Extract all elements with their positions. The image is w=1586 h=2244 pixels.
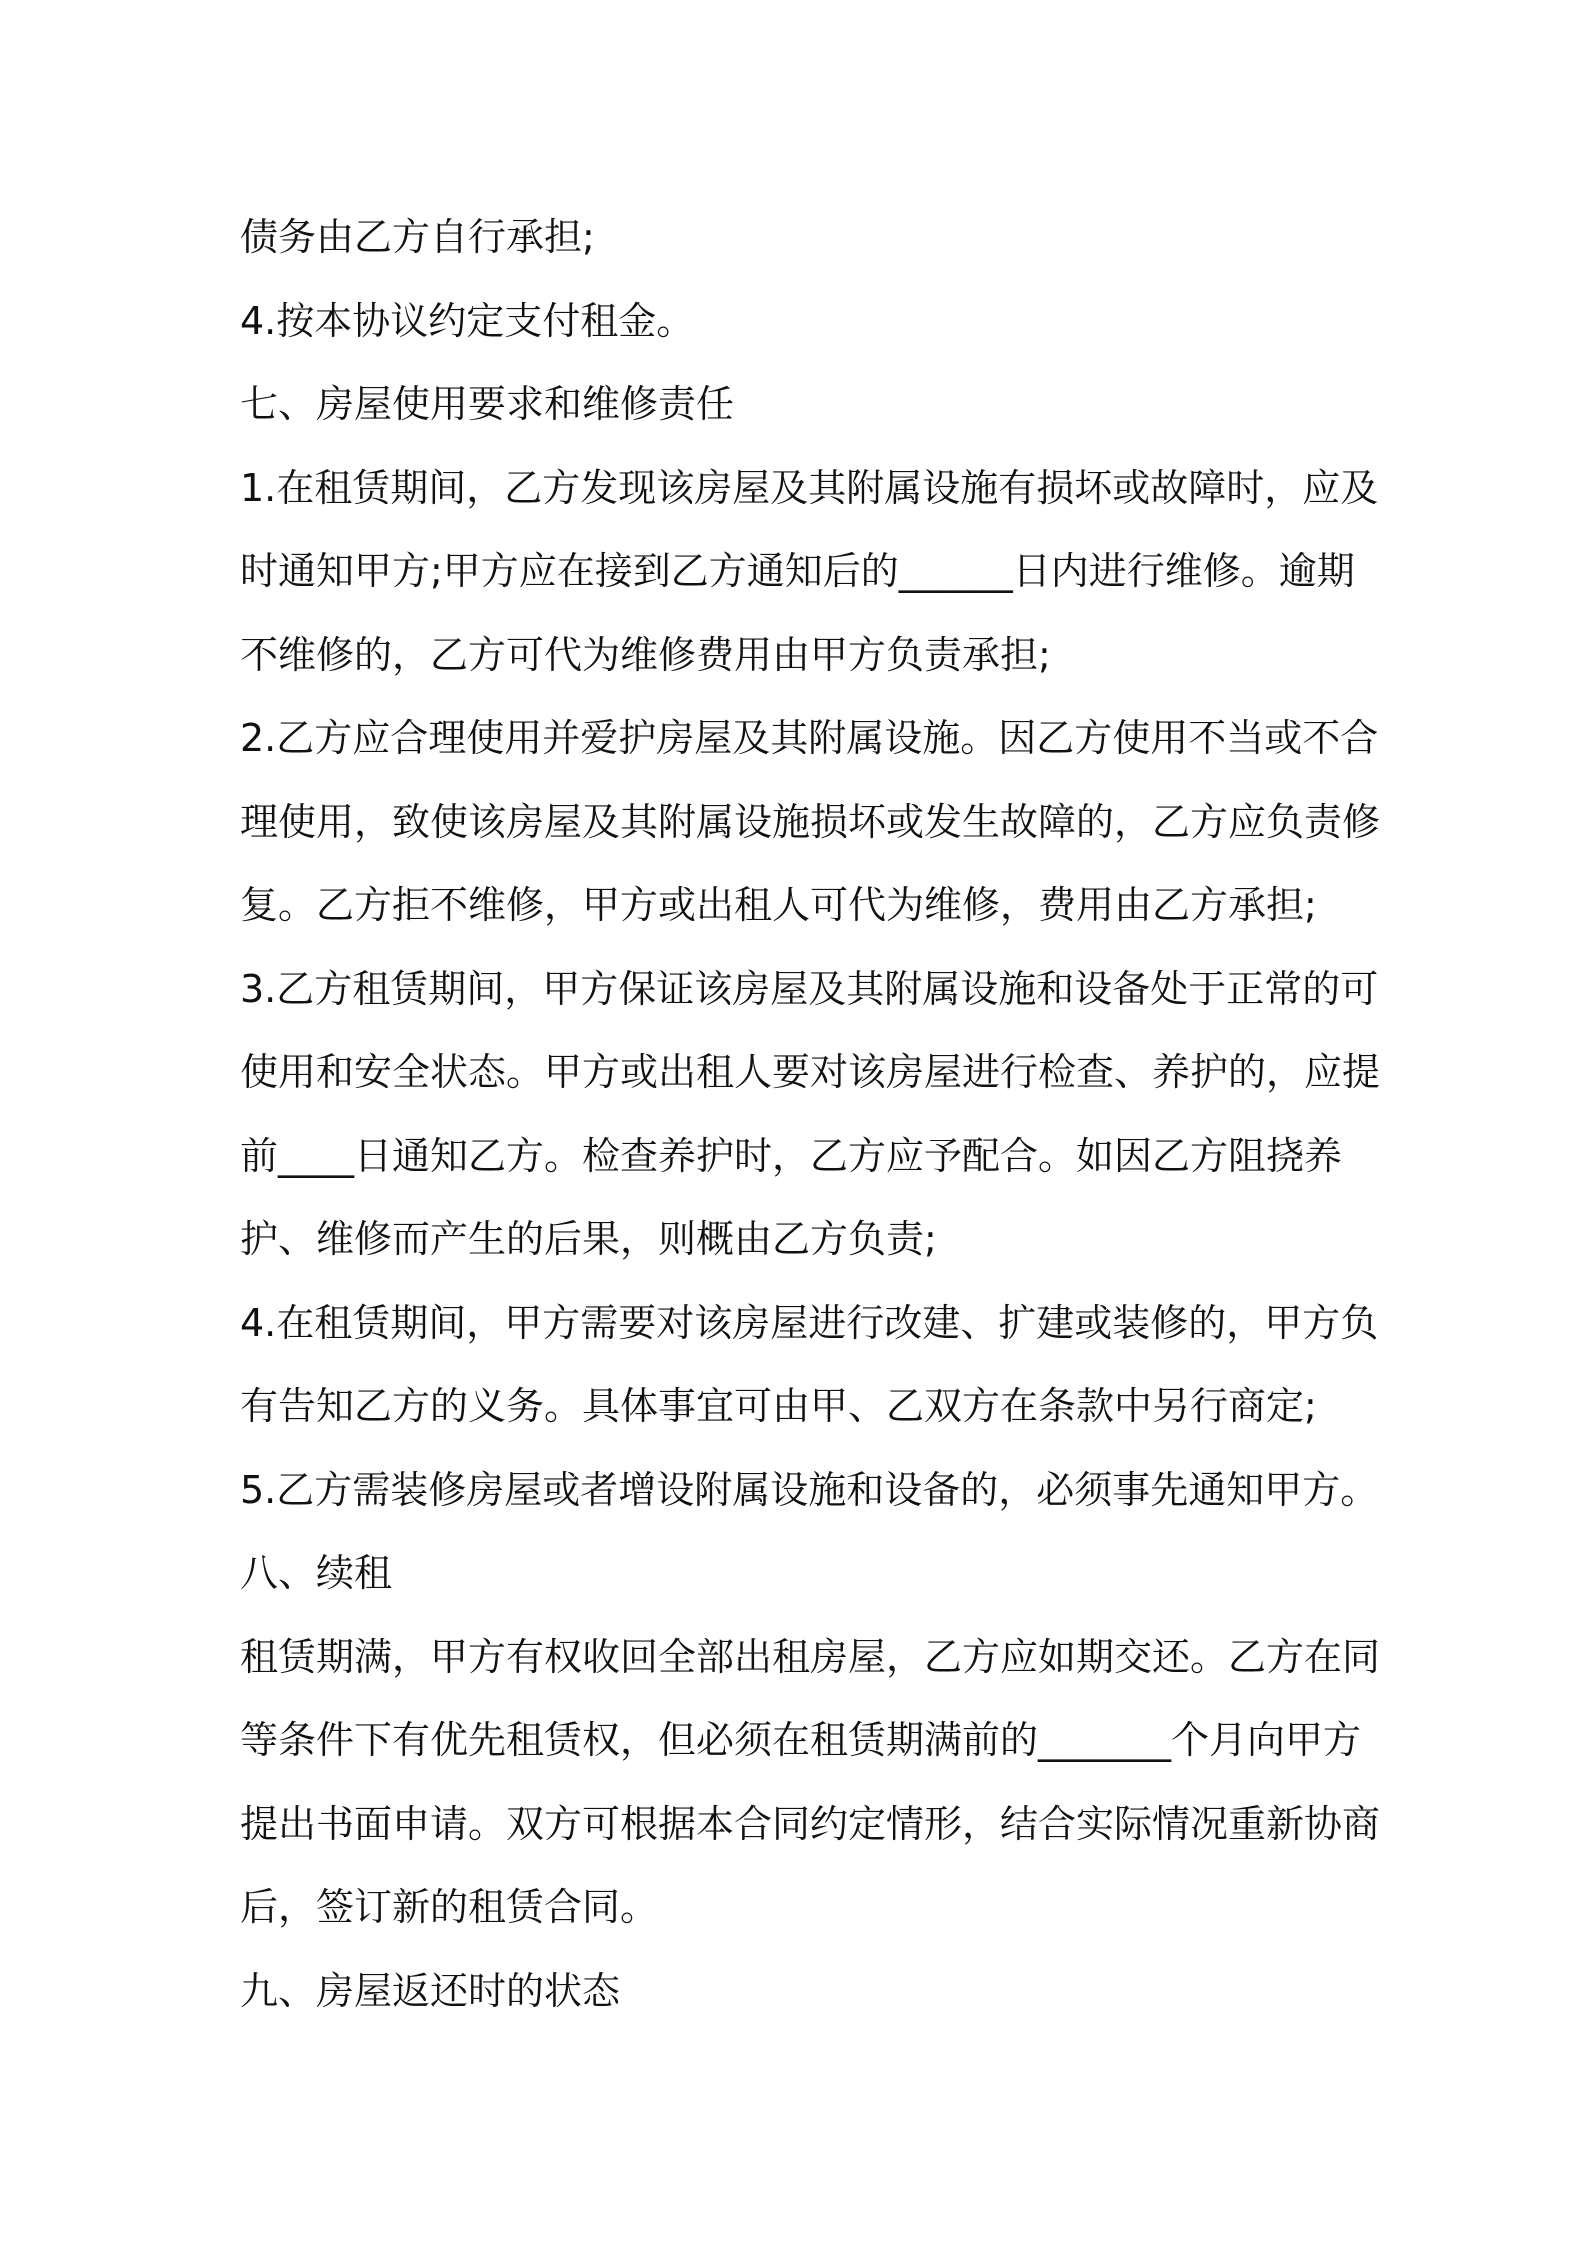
text-line: 债务由乙方自行承担;: [240, 215, 595, 259]
text-line: 提出书面申请。双方可根据本合同约定情形，结合实际情况重新协商: [240, 1801, 1381, 1846]
text-line: 租赁期满，甲方有权收回全部出租房屋，乙方应如期交还。乙方在同: [240, 1634, 1381, 1679]
text-line: 理使用，致使该房屋及其附属设施损坏或发生故障的，乙方应负责修: [240, 799, 1381, 844]
text-line: 使用和安全状态。甲方或出租人要对该房屋进行检查、养护的，应提: [240, 1050, 1381, 1094]
text-line: 复。乙方拒不维修，甲方或出租人可代为维修，费用由乙方承担;: [240, 883, 1317, 927]
section-heading: 九、房屋返还时的状态: [240, 1968, 621, 2013]
text-line: 前____日通知乙方。检查养护时，乙方应予配合。如因乙方阻挠养: [240, 1133, 1343, 1178]
section-heading: 八、续租: [240, 1551, 393, 1595]
text-line: 1.在租赁期间，乙方发现该房屋及其附属设施有损坏或故障时，应及: [240, 465, 1379, 510]
section-heading: 七、房屋使用要求和维修责任: [240, 382, 735, 426]
text-line: 有告知乙方的义务。具体事宜可由甲、乙双方在条款中另行商定;: [240, 1384, 1317, 1428]
text-line: 护、维修而产生的后果，则概由乙方负责;: [240, 1217, 937, 1261]
text-line: 等条件下有优先租赁权，但必须在租赁期满前的_______个月向甲方: [240, 1718, 1362, 1762]
text-line: 4.按本协议约定支付租金。: [240, 298, 695, 343]
text-line: 后，签订新的租赁合同。: [240, 1885, 659, 1929]
text-line: 4.在租赁期间，甲方需要对该房屋进行改建、扩建或装修的，甲方负: [240, 1300, 1379, 1345]
text-line: 时通知甲方;甲方应在接到乙方通知后的______日内进行维修。逾期: [240, 549, 1355, 593]
text-line: 2.乙方应合理使用并爱护房屋及其附属设施。因乙方使用不当或不合: [240, 716, 1379, 760]
text-line: 3.乙方租赁期间，甲方保证该房屋及其附属设施和设备处于正常的可: [240, 966, 1379, 1011]
text-line: 5.乙方需装修房屋或者增设附属设施和设备的，必须事先通知甲方。: [240, 1467, 1379, 1512]
text-line: 不维修的，乙方可代为维修费用由甲方负责承担;: [240, 632, 1051, 677]
document-body: [240, 196, 1400, 2033]
